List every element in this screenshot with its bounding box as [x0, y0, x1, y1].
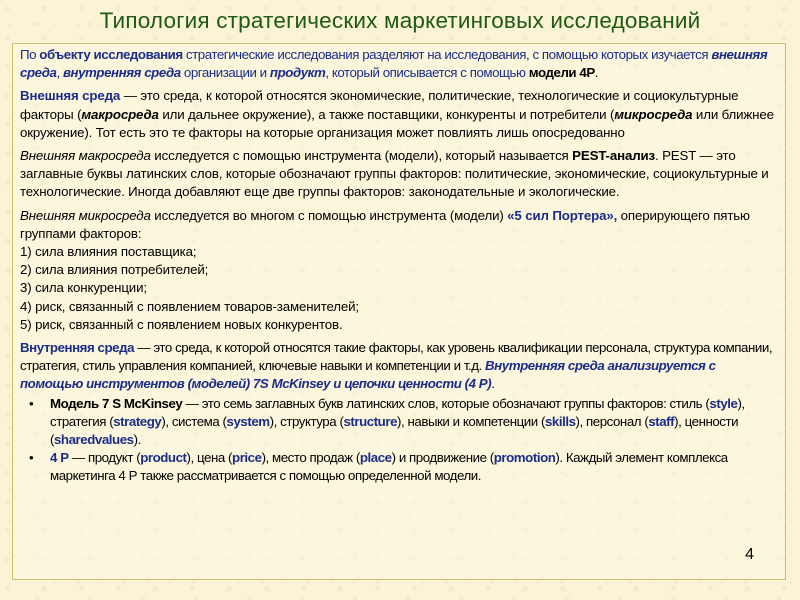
intro-text: ,: [56, 65, 63, 81]
external-text: или дальнее окружение), а также поставщики, конкуренты и потребители (: [158, 106, 615, 122]
macro-term: макросреда: [81, 106, 159, 122]
intro-text: организации и: [180, 65, 270, 81]
fourp-text: — продукт (: [68, 450, 141, 466]
internal-tools-term: Внутренняя среда анализируется с помощью инструментов (моделей) 7S McKinsey и цепочки ценности (4 Р): [20, 358, 716, 392]
macro-heading: Внешняя макросреда: [20, 148, 151, 164]
mckinsey-term: sharedvalues: [53, 432, 134, 448]
mckinsey-text: ), персонал (: [575, 413, 649, 429]
micro-text: оперирующего пятью группами факторов:: [20, 207, 750, 241]
intro-text: По: [20, 47, 40, 62]
fourp-term: place: [359, 450, 392, 466]
intro-paragraph: [20, 46, 780, 82]
slide-content: [20, 46, 780, 486]
fourp-term: promotion: [493, 450, 556, 466]
mckinsey-heading: Модель 7 S McKinsey: [50, 395, 183, 411]
mckinsey-text: — это семь заглавных букв латинских слов, которые обозначают группы факторов: стиль (: [182, 395, 710, 411]
product-term: продукт: [269, 65, 326, 81]
fourp-text: ) и продвижение (: [391, 450, 494, 466]
object-term: объекту исследования: [39, 47, 183, 62]
external-paragraph: [20, 87, 780, 142]
internal-term: внутренняя среда: [62, 65, 181, 81]
fourp-heading: 4 Р: [50, 450, 69, 466]
porter-item: 5) риск, связанный с появлением новых конкурентов.: [20, 316, 343, 332]
external-term: внешняя среда: [20, 47, 768, 81]
intro-text: .: [594, 65, 599, 81]
external-heading: Внешняя среда: [20, 88, 121, 104]
model-4p-term: модели 4Р: [528, 65, 595, 81]
mckinsey-term: staff: [648, 413, 675, 429]
porter-item: 2) сила влияния потребителей;: [20, 262, 209, 278]
internal-text: — это среда, к которой относятся такие факторы, как уровень квалификации персонала, структура компании, стратегия, стиль управления компанией, ключевые навыки и компетенции и т.д.: [20, 340, 773, 374]
internal-heading: Внутренняя среда: [20, 340, 135, 356]
pest-term: PEST-анализ: [572, 148, 655, 164]
fourp-term: product: [140, 450, 187, 466]
internal-paragraph: [20, 339, 780, 394]
mckinsey-text: ), система (: [161, 413, 227, 429]
micro-term: микросреда: [614, 106, 693, 122]
mckinsey-text: ), стратегия (: [50, 395, 745, 429]
porter-item: 3) сила конкуренции;: [20, 280, 147, 296]
mckinsey-text: ), ценности (: [50, 413, 739, 448]
macro-text: . PEST — это заглавные буквы латинских слов, которые обозначают группы факторов: политические, экономические, социокультурные и технологические. Иногда добавляют еще две группы факторов: законодательные и экологические.: [20, 148, 769, 200]
macro-text: исследуется с помощью инструмента (модели), который называется: [150, 148, 573, 164]
mckinsey-text: ), навыки и компетенции (: [397, 413, 545, 429]
bullet-icon: •: [29, 450, 34, 466]
mckinsey-term: system: [226, 413, 270, 429]
fourp-term: price: [232, 450, 262, 466]
internal-text: .: [491, 376, 495, 392]
mckinsey-term: style: [709, 395, 738, 411]
slide-title: Типология стратегических маркетинговых исследований: [99, 8, 701, 33]
mckinsey-term: skills: [544, 413, 576, 429]
mckinsey-text: ), структура (: [269, 413, 344, 429]
porter-item: 4) риск, связанный с появлением товаров-заменителей;: [20, 298, 359, 314]
mckinsey-text: ).: [133, 432, 141, 448]
intro-text: стратегические исследования разделяют на исследования, с помощью которых изучается: [182, 47, 712, 62]
micro-heading: Внешняя микросреда: [20, 207, 151, 223]
mckinsey-term: structure: [343, 413, 398, 429]
macro-paragraph: [20, 147, 780, 202]
porter-item: 1) сила влияния поставщика;: [20, 244, 197, 260]
intro-text: , который описывается с помощью: [325, 65, 529, 81]
fourp-text: ), цена (: [186, 450, 233, 466]
fourp-text: ), место продаж (: [261, 450, 360, 466]
page-number: 4: [745, 546, 754, 563]
porter-list: [20, 243, 780, 334]
list-item-4p: [20, 449, 780, 485]
bullet-icon: •: [29, 395, 34, 411]
mckinsey-term: strategy: [113, 413, 162, 429]
external-text: или ближнее окружение). Тот есть это те факторы на которые организация может повлиять лишь опосредованно: [20, 106, 774, 140]
list-item-mckinsey: [20, 395, 780, 450]
porter-term: «5 сил Портера»,: [507, 207, 618, 223]
models-list: [20, 395, 780, 486]
fourp-text: ). Каждый элемент комплекса маркетинга 4 Р также рассматривается с помощью определенной модели.: [50, 450, 728, 484]
micro-text: исследуется во многом с помощью инструмента (модели): [150, 207, 508, 223]
micro-paragraph: [20, 207, 780, 243]
external-text: — это среда, к которой относятся экономические, политические, технологические и социокультурные факторы (: [20, 88, 739, 122]
